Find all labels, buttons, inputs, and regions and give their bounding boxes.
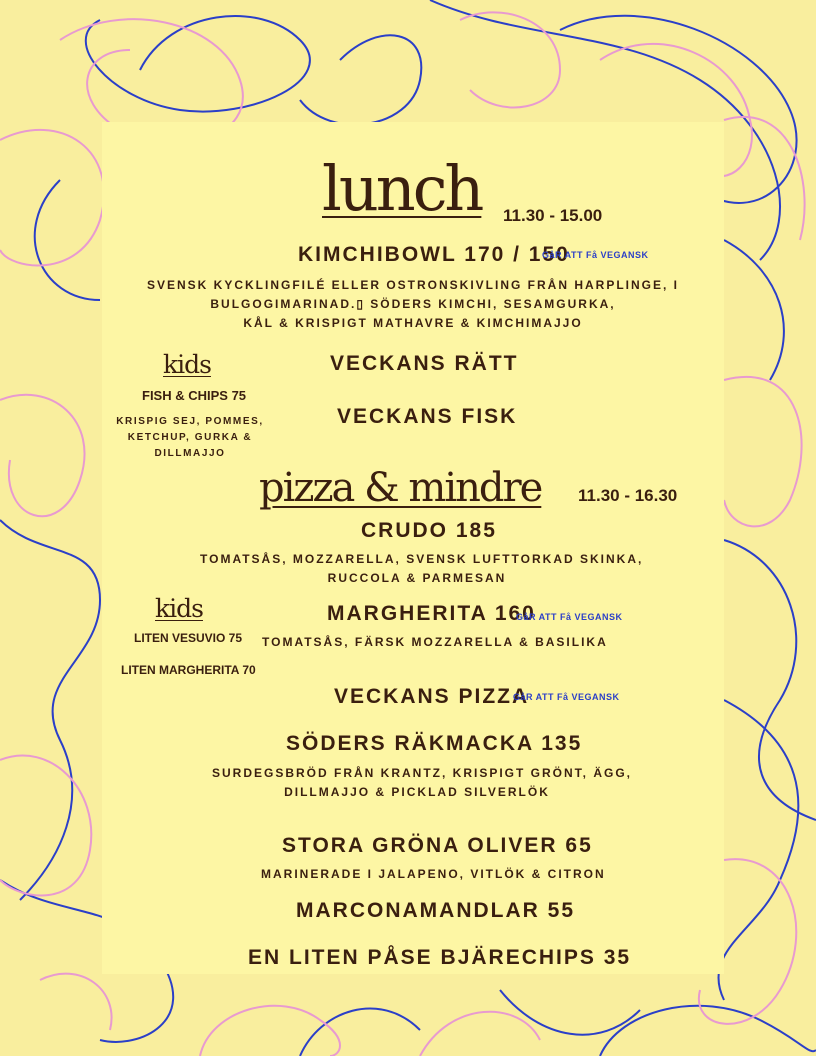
kimchibowl-description [140,276,686,333]
pizza-hours: 11.30 - 16.30 [578,486,678,505]
rakmacka-description [212,764,633,802]
crudo-desc-line: TOMATSÅS, MOZZARELLA, SVENSK LUFTTORKAD SKINKA, [200,552,644,566]
kimchibowl-desc-line: KÅL & KRISPIGT MATHAVRE & KIMCHIMAJJO [243,316,583,330]
marconamandlar-name: MARCONAMANDLAR 55 [296,899,575,922]
kids-pizza-title: kids [155,594,203,623]
pizza-title: pizza & mindre [259,465,542,511]
veckans-pizza-vegan-note: GåR ATT Få VEGANSK [513,692,620,702]
kids-liten-vesuvio: LITEN VESUVIO 75 [134,631,243,645]
margherita-description: TOMATSÅS, FÄRSK MOZZARELLA & BASILIKA [262,635,608,649]
crudo-name: CRUDO 185 [361,519,497,542]
veckans-ratt: VECKANS RÄTT [330,352,519,375]
kids-fish-chips-description [114,414,266,462]
kimchibowl-desc-line: SVENSK KYCKLINGFILÉ ELLER OSTRONSKIVLING FRÅN HARPLINGE, I [146,278,680,292]
margherita-name: MARGHERITA 160 [327,602,536,625]
kids-fish-chips: FISH & CHIPS 75 [142,388,247,403]
margherita-vegan-note: GåR ATT Få VEGANSK [516,612,623,622]
oliver-description: MARINERADE I JALAPENO, VITLÖK & CITRON [261,867,606,881]
kids-desc-line: KETCHUP, GURKA & [127,432,253,443]
kids-lunch-title: kids [163,350,211,379]
bjarechips-name: EN LITEN PÅSE BJÄRECHIPS 35 [248,946,632,969]
rakmacka-desc-line: SURDEGSBRÖD FRÅN KRANTZ, KRISPIGT GRÖNT, ÄGG, [212,766,633,780]
lunch-title: lunch [322,152,482,225]
oliver-name: STORA GRÖNA OLIVER 65 [282,834,593,857]
crudo-desc-line: RUCCOLA & PARMESAN [327,571,507,585]
lunch-hours: 11.30 - 15.00 [503,206,603,225]
veckans-pizza-name: VECKANS PIZZA [334,685,530,708]
veckans-fisk: VECKANS FISK [337,405,518,428]
rakmacka-name: SÖDERS RÄKMACKA 135 [286,732,583,755]
kids-liten-margherita: LITEN MARGHERITA 70 [121,663,256,677]
crudo-description [200,550,644,588]
kids-desc-line: DILLMAJJO [154,448,226,459]
kimchibowl-vegan-note: GåR ATT Få VEGANSK [542,250,649,260]
kimchibowl-desc-line: BULGOGIMARINAD.▯ SÖDERS KIMCHI, SESAMGURKA, [210,297,616,311]
kids-desc-line: KRISPIG SEJ, POMMES, [116,416,264,427]
rakmacka-desc-line: DILLMAJJO & PICKLAD SILVERLÖK [284,785,550,799]
kimchibowl-name: KIMCHIBOWL 170 / 150 [298,243,570,266]
